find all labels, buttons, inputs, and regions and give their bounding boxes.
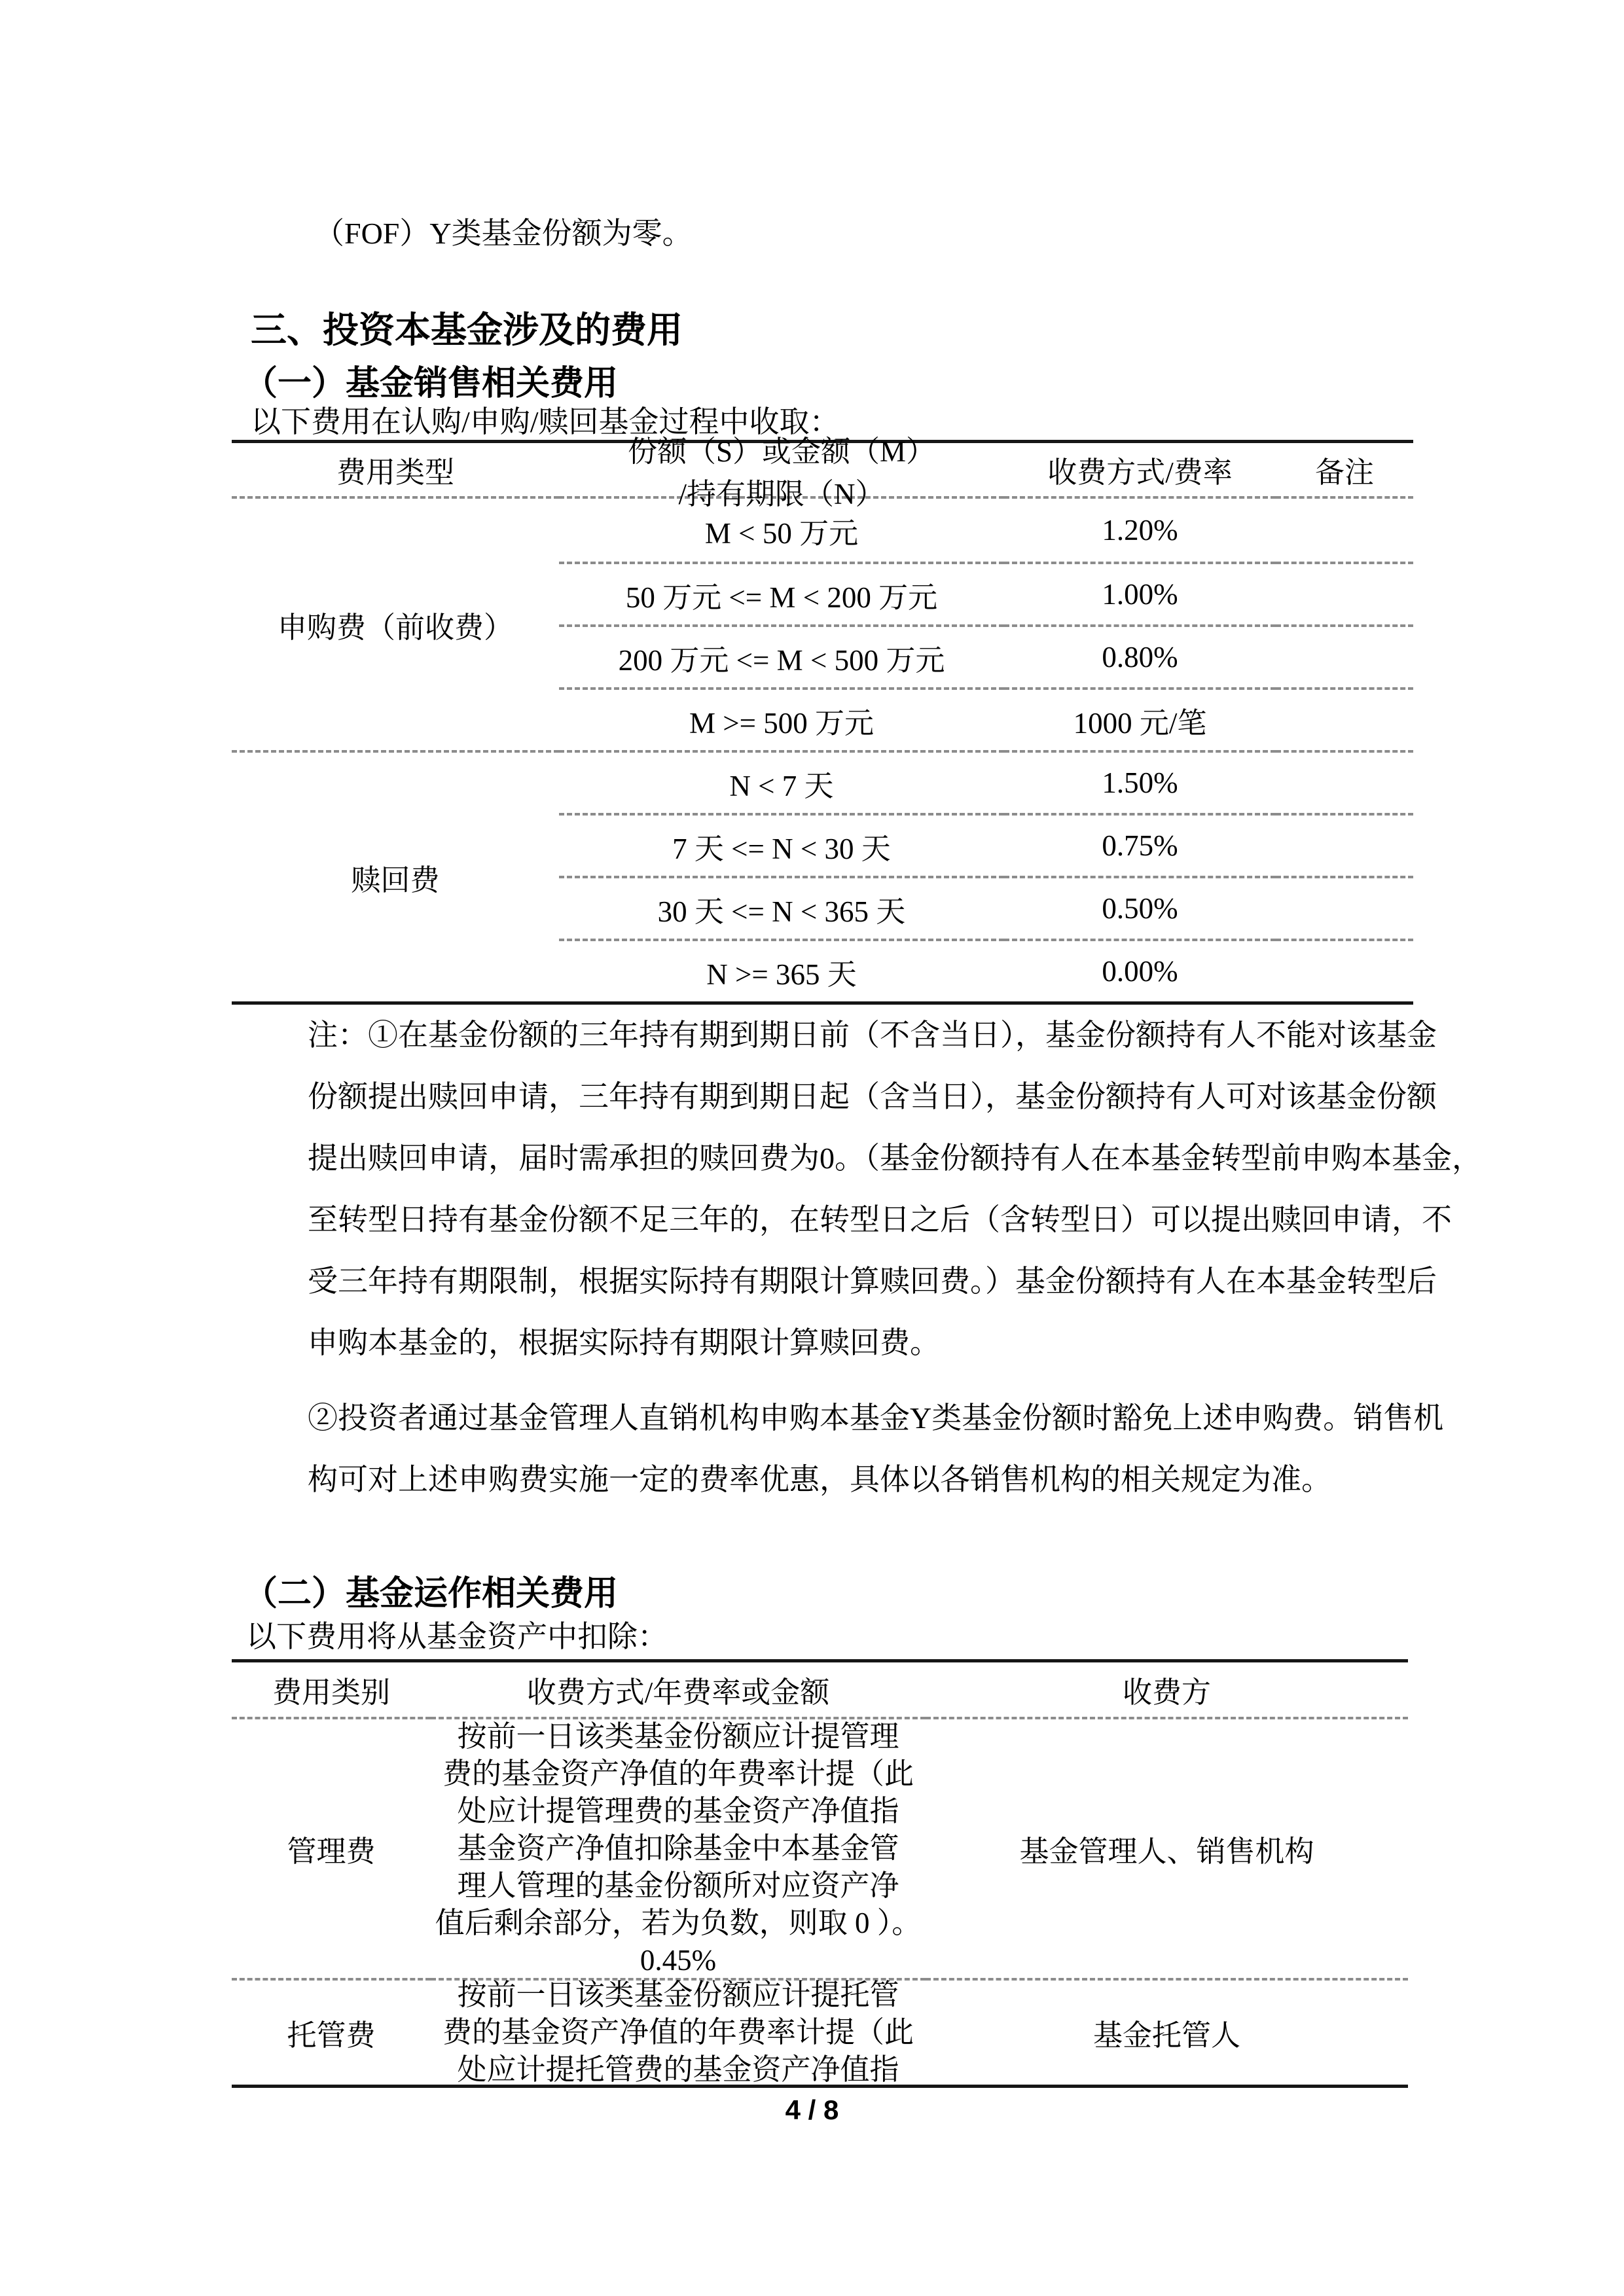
- custody-fee-label-cell: [232, 1978, 431, 2085]
- remark-cell: [1276, 750, 1413, 813]
- table2-header-payee: [926, 1662, 1408, 1719]
- rate-cell: [1004, 499, 1276, 562]
- table1-header-amount-line2: /持有期限（N）: [678, 477, 885, 511]
- management-fee-rate: 0.45%: [640, 1944, 717, 1977]
- rate-cell: [1004, 687, 1276, 750]
- condition-cell: [559, 687, 1004, 750]
- condition-cell: [559, 750, 1004, 813]
- rate-text: 0.00%: [1102, 955, 1178, 988]
- rate-text: 1.20%: [1102, 514, 1178, 547]
- table1-header-remark-label: 备注: [1314, 456, 1374, 489]
- rate-text: 0.50%: [1102, 892, 1178, 925]
- method-line: 费的基金资产净值的年费率计提（此: [442, 2016, 914, 2049]
- note-line: 构可对上述申购费实施一定的费率优惠，具体以各销售机构的相关规定为准。: [308, 1463, 1331, 1496]
- rate-cell: [1004, 624, 1276, 687]
- method-line: 按前一日该类基金份额应计提托管: [457, 1979, 899, 2011]
- condition-text: 7 天 <= N < 30 天: [672, 832, 891, 865]
- note-line: ②投资者通过基金管理人直销机构申购本基金Y类基金份额时豁免上述申购费。销售机: [308, 1401, 1444, 1435]
- table1-header-rate-label: 收费方式/费率: [1047, 456, 1233, 489]
- table2-header-payee-label: 收费方: [1122, 1676, 1211, 1709]
- notes-block: [308, 1005, 1482, 1511]
- rate-text: 1.50%: [1102, 766, 1178, 799]
- note-line: 至转型日持有基金份额不足三年的，在转型日之后（含转型日）可以提出赎回申请，不: [308, 1203, 1452, 1236]
- table1-header-fee-type: [232, 443, 559, 499]
- condition-text: N < 7 天: [729, 769, 834, 802]
- method-line: 处应计提管理费的基金资产净值指: [457, 1795, 899, 1827]
- condition-cell: [559, 624, 1004, 687]
- remark-cell: [1276, 499, 1413, 562]
- table2-header-fee-category: [232, 1662, 431, 1719]
- rate-cell: [1004, 750, 1276, 813]
- operating-fee-table: [232, 1659, 1408, 2088]
- fee-type-subscription-cell: [232, 499, 559, 750]
- fee-type-redemption-label: 赎回费: [351, 863, 440, 897]
- condition-cell: [559, 876, 1004, 939]
- table1-header-rate: [1004, 443, 1276, 499]
- management-fee-payee-cell: [926, 1719, 1408, 1978]
- note-line: 注：①在基金份额的三年持有期到期日前（不含当日），基金份额持有人不能对该基金: [308, 1018, 1437, 1052]
- subsection1-heading: （一）基金销售相关费用: [244, 365, 619, 403]
- table2-header-fee-category-label: 费用类别: [272, 1676, 390, 1709]
- section-heading: 三、投资本基金涉及的费用: [251, 310, 683, 350]
- remark-cell: [1276, 876, 1413, 939]
- note-line: 受三年持有期限制，根据实际持有期限计算赎回费。）基金份额持有人在本基金转型后: [308, 1265, 1437, 1298]
- management-fee-method-cell: [431, 1719, 926, 1978]
- rate-cell: [1004, 876, 1276, 939]
- method-line: 费的基金资产净值的年费率计提（此: [442, 1757, 914, 1790]
- condition-text: 200 万元 <= M < 500 万元: [618, 643, 945, 677]
- note-line: 申购本基金的，根据实际持有期限计算赎回费。: [308, 1326, 940, 1359]
- table1-header-amount-line1: 份额（S）或金额（M）: [627, 435, 936, 468]
- management-fee-payee: 基金管理人、销售机构: [1019, 1835, 1314, 1868]
- remark-cell: [1276, 624, 1413, 687]
- rate-cell: [1004, 813, 1276, 876]
- rate-text: 1000 元/笔: [1073, 706, 1207, 740]
- remark-cell: [1276, 687, 1413, 750]
- page-number: 4 / 8: [785, 2094, 839, 2125]
- method-line: 处应计提托管费的基金资产净值指: [457, 2053, 899, 2086]
- rate-text: 1.00%: [1102, 578, 1178, 611]
- custody-fee-payee: 基金托管人: [1092, 2019, 1240, 2052]
- method-line: 按前一日该类基金份额应计提管理: [457, 1720, 899, 1753]
- condition-text: M >= 500 万元: [689, 706, 875, 740]
- table1-header-remark: [1276, 443, 1413, 499]
- table2-header-method-label: 收费方式/年费率或金额: [526, 1676, 830, 1709]
- management-fee-label: 管理费: [287, 1835, 376, 1868]
- table1-header-amount: [559, 435, 1004, 511]
- method-line: 理人管理的基金份额所对应资产净: [457, 1869, 899, 1902]
- rate-text: 0.80%: [1102, 641, 1178, 673]
- note-line: 提出赎回申请，届时需承担的赎回费为0。（基金份额持有人在本基金转型前申购本基金，: [308, 1141, 1482, 1175]
- rate-cell: [1004, 939, 1276, 1001]
- condition-cell: [559, 499, 1004, 562]
- method-line: 基金资产净值扣除基金中本基金管: [457, 1832, 899, 1865]
- rate-cell: [1004, 562, 1276, 624]
- custody-fee-payee-cell: [926, 1978, 1408, 2085]
- remark-cell: [1276, 939, 1413, 1001]
- table1-header-fee-type-label: 费用类型: [336, 456, 454, 489]
- subsection2-heading: （二）基金运作相关费用: [244, 1575, 619, 1613]
- custody-fee-label: 托管费: [287, 2019, 376, 2052]
- rate-text: 0.75%: [1102, 829, 1178, 862]
- remark-cell: [1276, 813, 1413, 876]
- condition-cell: [559, 813, 1004, 876]
- condition-cell: [559, 939, 1004, 1001]
- condition-cell: [559, 562, 1004, 624]
- condition-text: N >= 365 天: [706, 958, 857, 991]
- method-line: 值后剩余部分，若为负数，则取 0 ）。: [435, 1907, 922, 1939]
- table2-header-method: [431, 1662, 926, 1719]
- subsection2-intro: 以下费用将从基金资产中扣除：: [246, 1620, 668, 1653]
- custody-fee-method-cell: [431, 1978, 926, 2085]
- fee-type-subscription-label: 申购费（前收费）: [277, 611, 513, 644]
- remark-cell: [1276, 562, 1413, 624]
- condition-text: M < 50 万元: [704, 516, 859, 550]
- sales-fee-table: [232, 435, 1413, 1005]
- note-line: 份额提出赎回申请，三年持有期到期日起（含当日），基金份额持有人可对该基金份额: [308, 1080, 1437, 1113]
- management-fee-label-cell: [232, 1719, 431, 1978]
- fof-carryover-line: （FOF）Y类基金份额为零。: [314, 217, 693, 250]
- condition-text: 50 万元 <= M < 200 万元: [625, 581, 938, 614]
- fee-type-redemption-cell: [232, 750, 559, 1001]
- condition-text: 30 天 <= N < 365 天: [657, 895, 906, 928]
- subsection1-intro: 以下费用在认购/申购/赎回基金过程中收取：: [251, 405, 840, 439]
